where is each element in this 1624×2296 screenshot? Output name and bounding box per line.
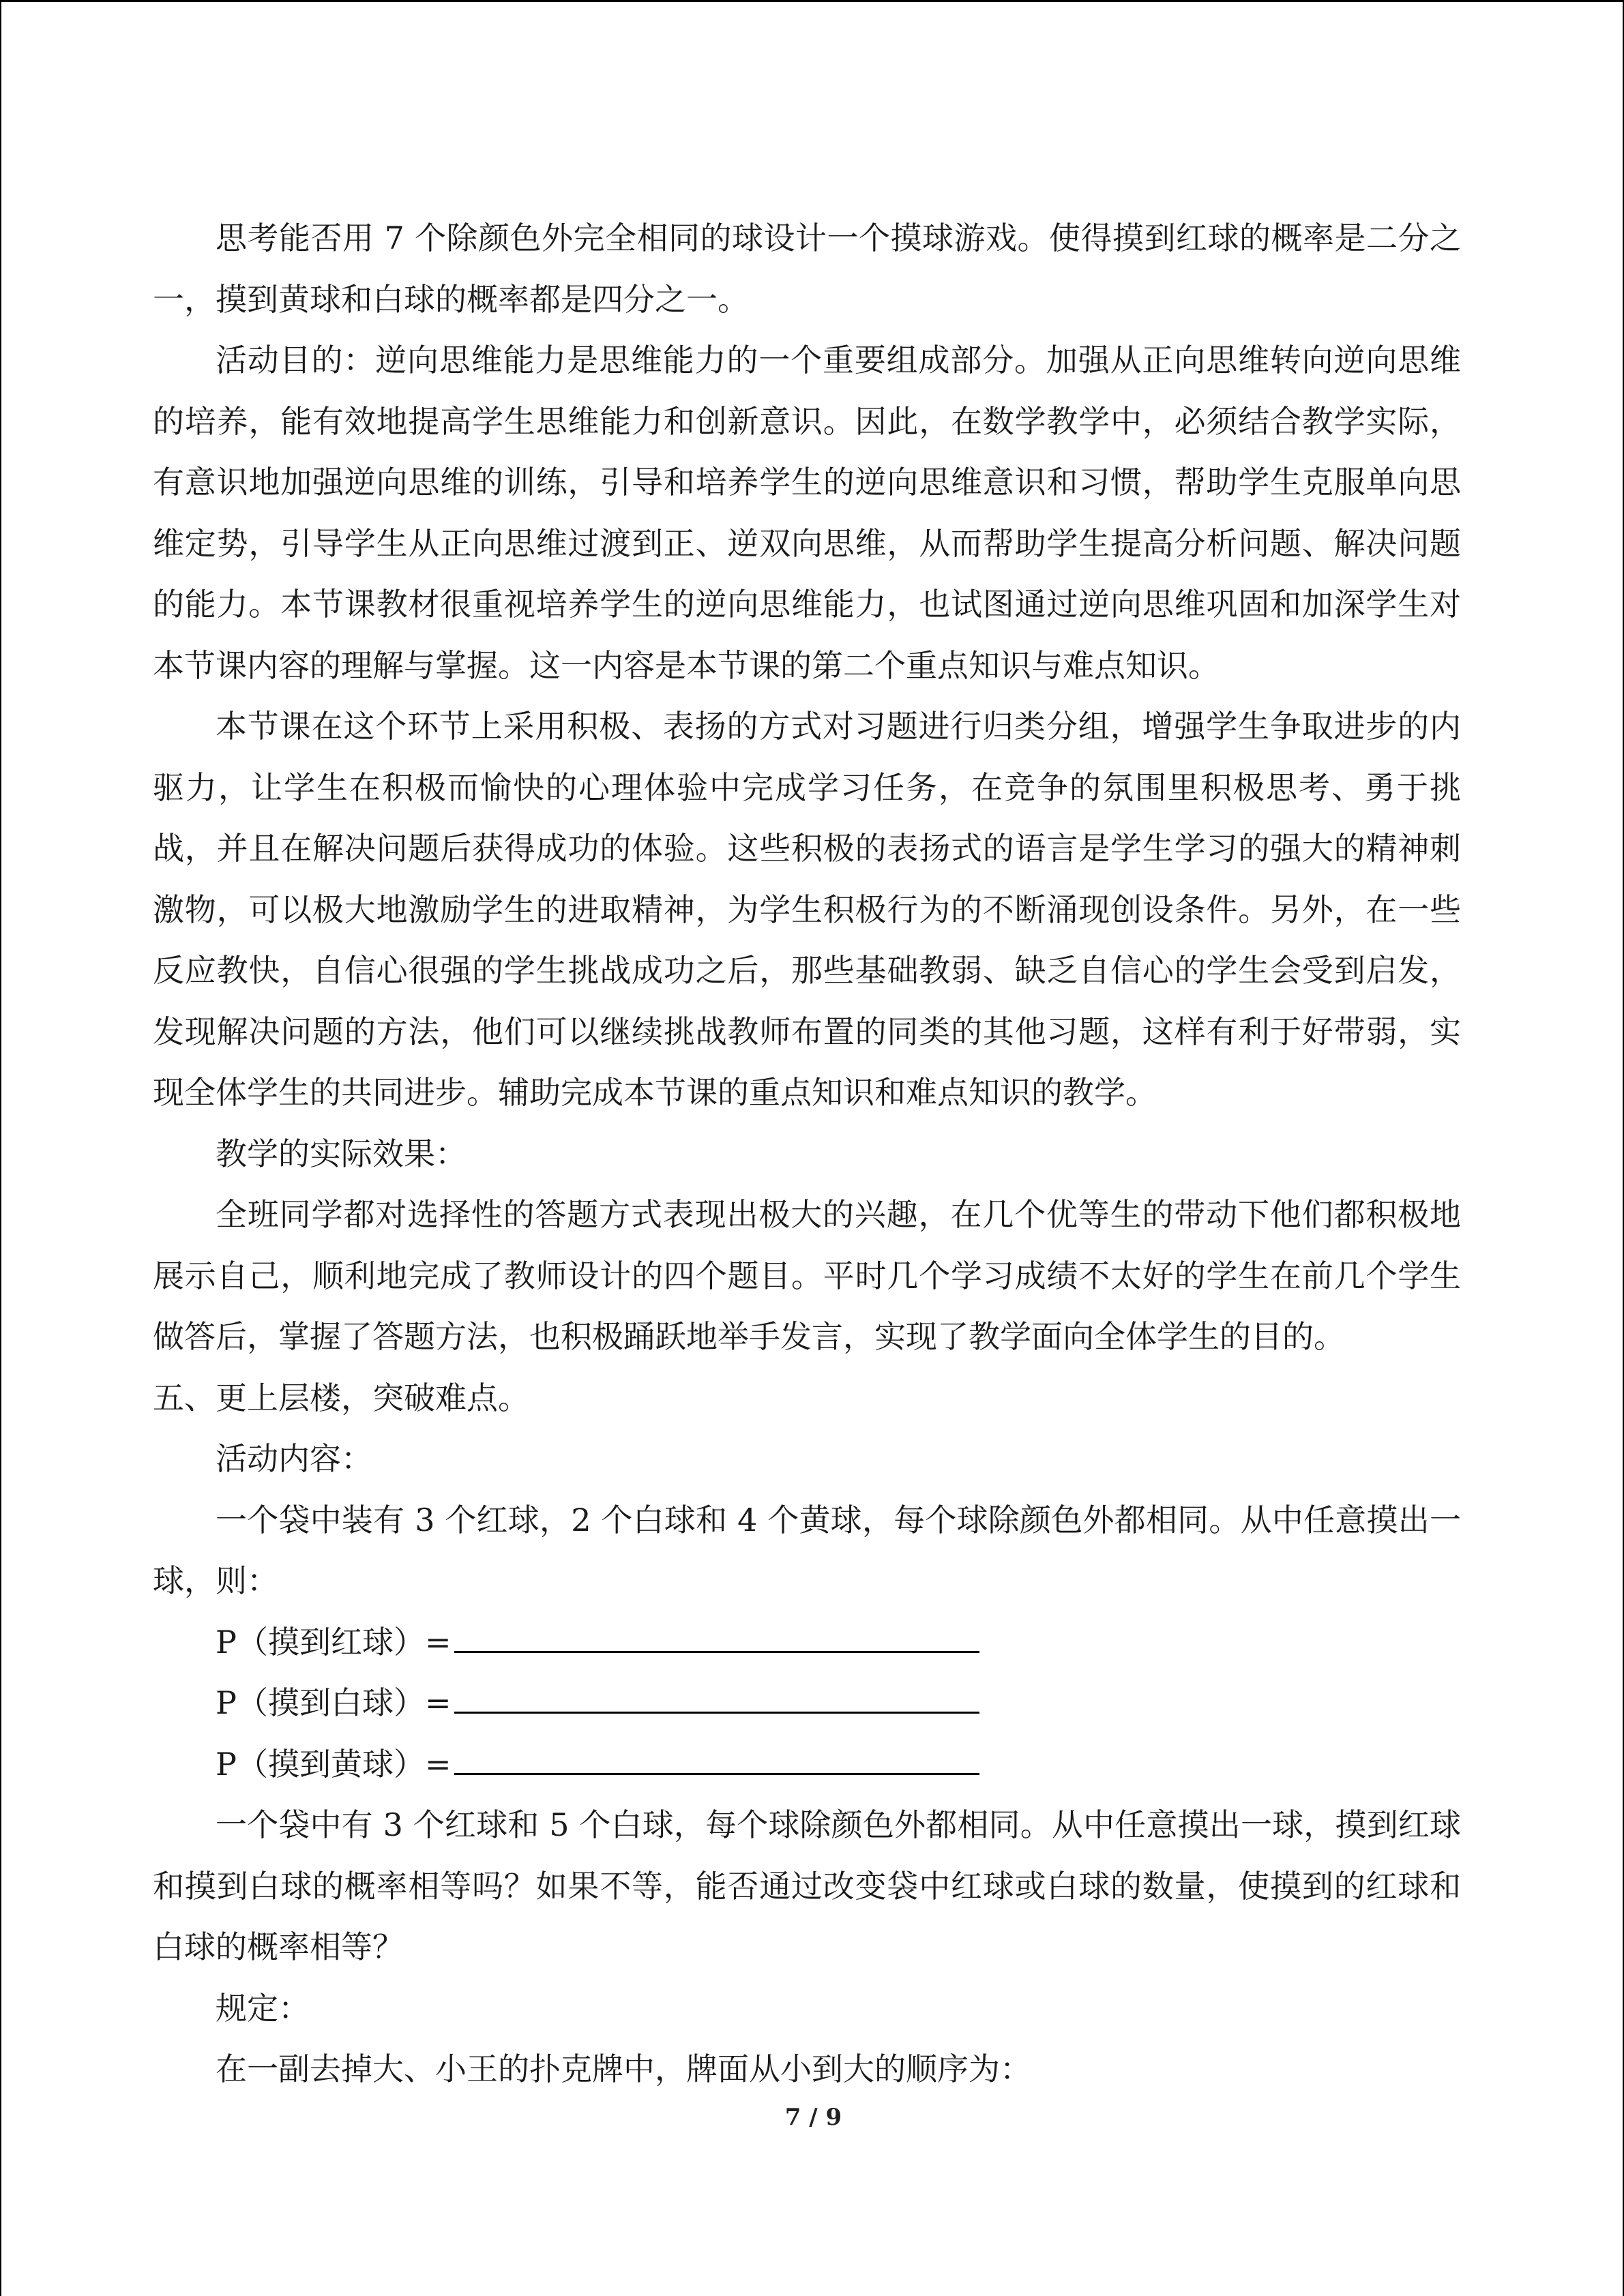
paragraph-poker-order: 在一副去掉大、小王的扑克牌中，牌面从小到大的顺序为：: [216, 2051, 1031, 2087]
answer-blank: [454, 1621, 979, 1653]
fill-item-label: P（摸到白球）=: [216, 1684, 452, 1721]
paragraph-effect-body: 全班同学都对选择性的答题方式表现出极大的兴趣，在几个优等生的带动下他们都积极地展示自己，顺利地完成了教师设计的四个题目。平时几个学习成绩不太好的学生在前几个学生做答后，掌握了答题方法，也积极踊跃地举手发言，实现了教学面向全体学生的目的。: [153, 1196, 1461, 1355]
paragraph-ball-game-question: 思考能否用 7 个除颜色外完全相同的球设计一个摸球游戏。使得摸到红球的概率是二分之一，摸到黄球和白球的概率都是四分之一。: [153, 220, 1461, 318]
fill-item-label: P（摸到黄球）=: [216, 1745, 452, 1783]
section-heading-five: 五、更上层楼，突破难点。: [153, 1379, 529, 1416]
answer-blank: [454, 1743, 979, 1775]
page-body: [153, 208, 1461, 2100]
paragraph-activity-goal: 活动目的：逆向思维能力是思维能力的一个重要组成部分。加强从正向思维转向逆向思维的培养，能有效地提高学生思维能力和创新意识。因此，在数学教学中，必须结合教学实际，有意识地加强逆向思维的训练，引导和培养学生的逆向思维意识和习惯，帮助学生克服单向思维定势，引导学生从正向思维过渡到正、逆双向思维，从而帮助学生提高分析问题、解决问题的能力。本节课教材很重视培养学生的逆向思维能力，也试图通过逆向思维巩固和加深学生对本节课内容的理解与掌握。这一内容是本节课的第二个重点知识与难点知识。: [153, 342, 1461, 684]
paragraph-effect-heading: 教学的实际效果：: [216, 1135, 467, 1172]
paragraph-rule-heading: 规定：: [216, 1989, 310, 2027]
paragraph-praise-method: 本节课在这个环节上采用积极、表扬的方式对习题进行归类分组，增强学生争取进步的内驱力，让学生在积极而愉快的心理体验中完成学习任务，在竞争的氛围里积极思考、勇于挑战，并且在解决问题后获得成功的体验。这些积极的表扬式的语言是学生学习的强大的精神刺激物，可以极大地激励学生的进取精神，为学生积极行为的不断涌现创设条件。另外，在一些反应教快，自信心很强的学生挑战成功之后，那些基础教弱、缺乏自信心的学生会受到启发，发现解决问题的方法，他们可以继续挑战教师布置的同类的其他习题，这样有利于好带弱，实现全体学生的共同进步。辅助完成本节课的重点知识和难点知识的教学。: [153, 708, 1461, 1111]
paragraph-bag-problem: 一个袋中装有 3 个红球，2 个白球和 4 个黄球，每个球除颜色外都相同。从中任意摸出一球，则：: [153, 1501, 1461, 1599]
fill-item-label: P（摸到红球）=: [216, 1623, 452, 1660]
paragraph-bag-second-problem: 一个袋中有 3 个红球和 5 个白球，每个球除颜色外都相同。从中任意摸出一球，摸到红球和摸到白球的概率相等吗？如果不等，能否通过改变袋中红球或白球的数量，使摸到的红球和白球的概率相等？: [153, 1806, 1461, 1965]
page-number: 7 / 9: [784, 2104, 842, 2131]
paragraph-activity-content: 活动内容：: [216, 1440, 372, 1477]
answer-blank: [454, 1682, 979, 1714]
fill-item-red: [153, 1612, 1461, 1673]
fill-item-yellow: [153, 1734, 1461, 1795]
fill-item-white: [153, 1673, 1461, 1734]
